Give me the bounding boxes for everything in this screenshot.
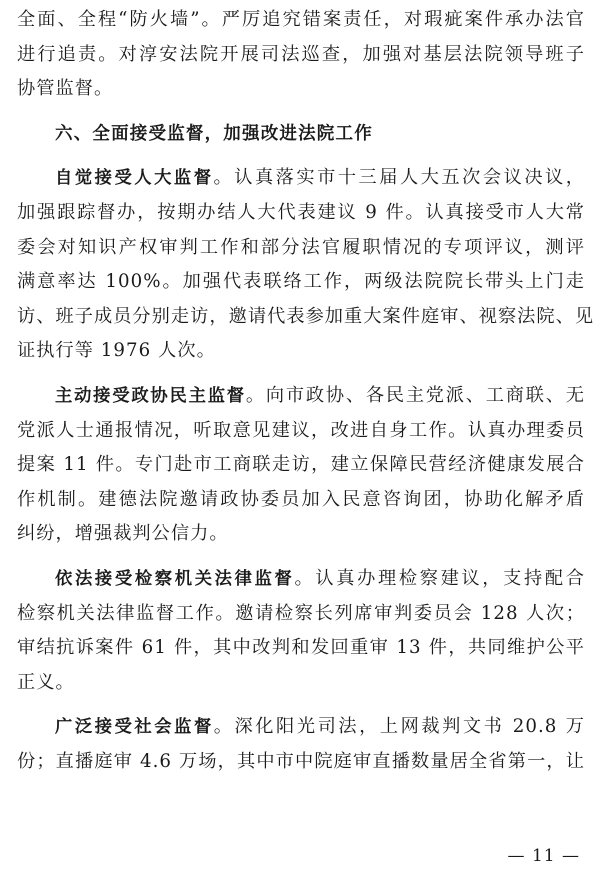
paragraph-text: 。认真落实市十三届人大五次会议决议， <box>213 167 585 189</box>
document-page <box>17 3 595 779</box>
body-line: 提案 11 件。专门赴市工商联走访，建立保障民营经济健康发展合 <box>17 454 585 476</box>
paragraph-lead: 广泛接受社会监督 <box>55 717 214 738</box>
paragraph-cppcc <box>17 379 585 552</box>
body-line: 委会对知识产权审判工作和部分法官履职情况的专项评议，测评 <box>17 236 585 258</box>
body-line: 作机制。建德法院邀请政协委员加入民意咨询团，协助化解矛盾 <box>17 488 585 510</box>
paragraph-text: 。向市政协、各民主党派、工商联、无 <box>245 384 585 406</box>
body-line: 证执行等 1976 人次。 <box>17 340 216 362</box>
body-line: 正义。 <box>17 671 75 693</box>
body-line: 进行追责。对淳安法院开展司法巡查，加强对基层法院领导班子 <box>17 43 585 65</box>
paragraph-first-line <box>17 562 585 597</box>
body-line: 审结抗诉案件 61 件，其中改判和发回重审 13 件，共同维护公平 <box>17 637 585 659</box>
paragraph-lead: 自觉接受人大监督 <box>55 168 214 189</box>
body-line: 纠纷，增强裁判公信力。 <box>17 523 229 545</box>
paragraph-procuratorate <box>17 562 585 700</box>
paragraph-text: 。认真办理检察建议，支持配合 <box>294 567 585 589</box>
paragraph-lead: 主动接受政协民主监督 <box>55 385 246 406</box>
paragraph-text: 。深化阳光司法，上网裁判文书 20.8 万 <box>213 716 585 738</box>
body-line: 全面、全程“防火墙”。严厉追究错案责任，对瑕疵案件承办法官 <box>17 9 585 30</box>
body-line: 份；直播庭审 4.6 万场，其中市中院庭审直播数量居全省第一，让 <box>17 750 585 772</box>
body-line: 协管监督。 <box>17 78 114 100</box>
body-line: 满意率达 100%。加强代表联络工作，两级法院院长带头上门走 <box>17 271 585 293</box>
body-line: 加强跟踪督办，按期办结人大代表建议 9 件。认真接受市人大常 <box>17 201 585 223</box>
paragraph-first-line <box>17 710 585 745</box>
page-number: — 11 — <box>507 846 580 866</box>
paragraph-society <box>17 710 585 779</box>
section-heading: 六、全面接受监督，加强改进法院工作 <box>55 123 373 144</box>
paragraph-first-line <box>17 379 585 414</box>
body-line: 访、班子成员分别走访，邀请代表参加重大案件庭审、视察法院、见 <box>17 305 595 327</box>
paragraph-first-line <box>17 161 585 196</box>
body-line: 检察机关法律监督工作。邀请检察长列席审判委员会 128 人次； <box>17 602 585 624</box>
paragraph-people-congress <box>17 161 595 369</box>
body-line: 党派人士通报情况，听取意见建议，改进自身工作。认真办理委员 <box>17 419 585 441</box>
paragraph-lead: 依法接受检察机关法律监督 <box>55 568 295 589</box>
